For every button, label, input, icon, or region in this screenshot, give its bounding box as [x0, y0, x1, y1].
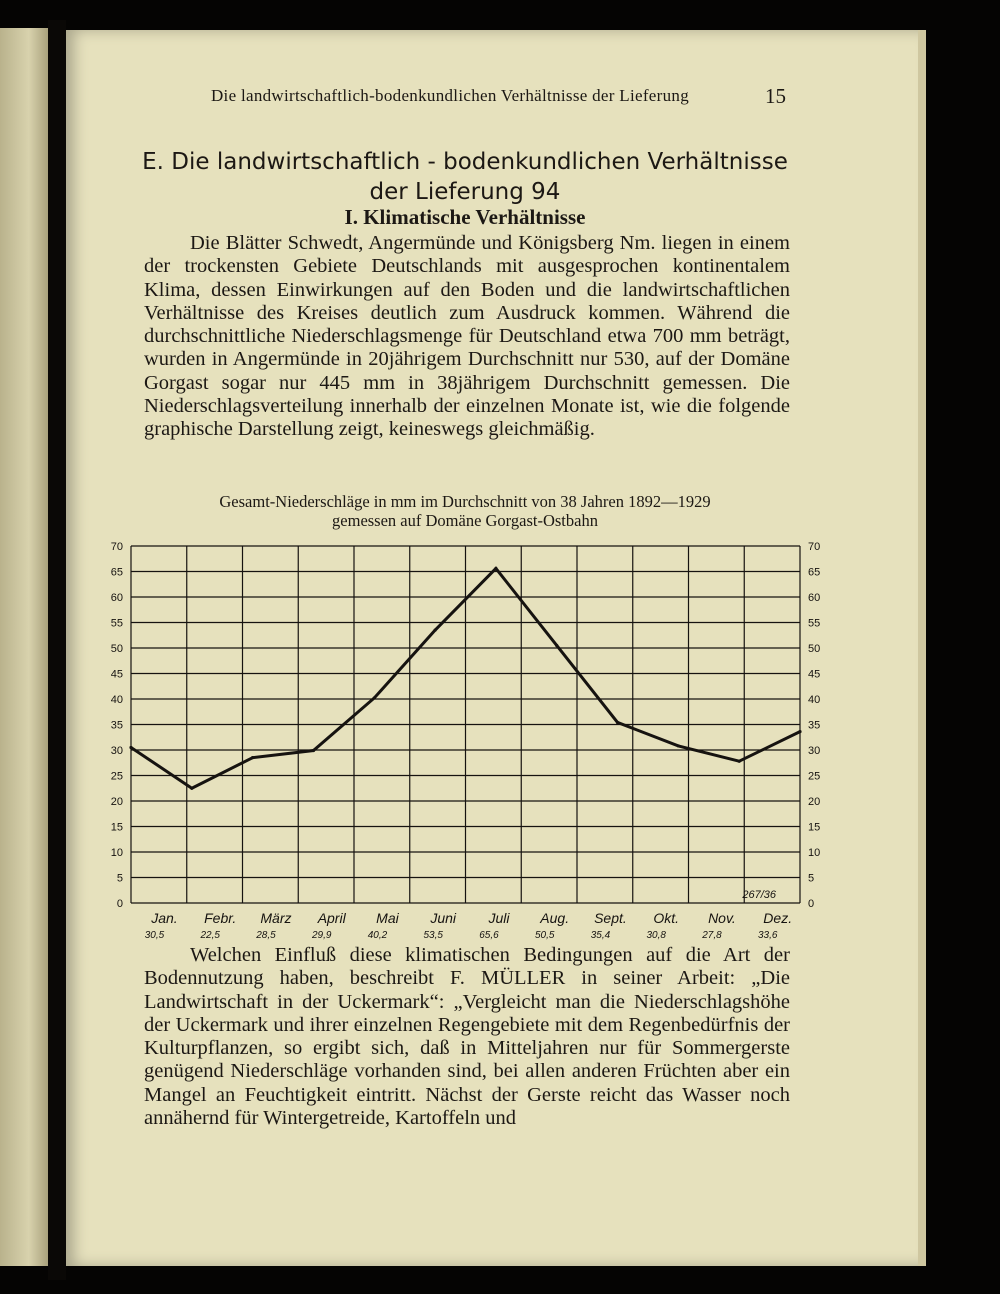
y-tick-label-left: 40 — [110, 694, 123, 706]
y-tick-label-right: 45 — [808, 668, 821, 681]
x-tick-label: Mai — [376, 910, 399, 926]
x-tick-label: Okt. — [653, 910, 680, 926]
y-tick-label-right: 40 — [808, 694, 821, 706]
page-edge — [918, 30, 926, 1266]
subsection-heading: I. Klimatische Verhältnisse — [344, 205, 586, 229]
y-tick-label-right: 0 — [808, 898, 815, 910]
x-tick-label: Sept. — [594, 910, 627, 926]
data-point — [555, 644, 558, 647]
y-tick-label-right: 50 — [808, 643, 821, 655]
data-value-label: 65,6 — [479, 930, 499, 940]
y-tick-label-left: 5 — [116, 872, 123, 885]
data-value-label: 27,8 — [702, 930, 722, 940]
precipitation-chart — [100, 535, 840, 940]
section-heading-line1: E. Die landwirtschaftlich - bodenkundlichen Verhältnisse — [142, 149, 788, 175]
section-heading-line2: der Lieferung 94 — [369, 179, 561, 205]
data-value-label: 30,5 — [144, 930, 165, 940]
data-value-label: 53,5 — [423, 930, 443, 940]
page-number: 15 — [765, 84, 786, 108]
y-tick-label-left: 50 — [110, 643, 123, 655]
y-tick-label-right: 55 — [808, 617, 821, 630]
left-page-edge — [0, 28, 48, 1266]
x-tick-label: Dez. — [763, 910, 793, 926]
y-tick-label-right: 70 — [808, 541, 821, 553]
data-value-label: 50,5 — [534, 930, 555, 940]
y-tick-label-right: 10 — [808, 847, 821, 859]
x-tick-label: Aug. — [540, 910, 570, 926]
x-tick-label: April — [317, 910, 346, 926]
y-tick-label-right: 5 — [808, 872, 815, 885]
y-tick-label-right: 20 — [808, 796, 821, 808]
y-tick-label-left: 35 — [110, 719, 123, 732]
data-point — [312, 749, 315, 752]
y-tick-label-right: 65 — [808, 566, 821, 579]
x-tick-label: Juni — [430, 910, 457, 926]
y-tick-label-left: 30 — [110, 745, 123, 757]
x-tick-label: Febr. — [204, 910, 237, 926]
data-point — [373, 696, 376, 699]
y-tick-label-right: 35 — [808, 719, 821, 732]
running-head: Die landwirtschaftlich-bodenkundlichen Verhältnisse der Lieferung — [210, 86, 690, 105]
y-tick-label-right: 15 — [808, 821, 821, 834]
data-point — [798, 730, 801, 733]
y-tick-label-left: 0 — [116, 898, 123, 910]
y-tick-label-left: 60 — [110, 592, 123, 604]
paragraph-climate: Die Blätter Schwedt, Angermünde und Königsberg Nm. liegen in einem der trockensten Gebiete Deutschlands mit ausgesprochen kontinentalem Klima, dessen Einwirkungen auf den Boden und die landwirtschaftlichen Verhältnisse des Kreises deutlich zum Ausdruck kommen. Während die durchschnittliche Niederschlagsmenge für Deutschland etwa 700 mm beträgt, wurden in Angermünde in 20jährigem Durchschnitt nur 530, auf der Domäne Gorgast sogar nur 445 mm in 38jährigem Durchschnitt gemessen. Die Niederschlagsverteilung innerhalb der einzelnen Monate ist, wie die folgende graphische Darstellung zeigt, keineswegs gleichmäßig. — [144, 232, 790, 441]
data-point — [129, 746, 132, 749]
data-point — [494, 567, 497, 570]
data-point — [677, 744, 680, 747]
x-tick-label: Juli — [488, 910, 510, 926]
x-tick-label: März — [260, 910, 292, 926]
y-tick-label-right: 60 — [808, 592, 821, 604]
data-value-label: 40,2 — [367, 930, 388, 940]
y-tick-label-left: 70 — [110, 541, 123, 553]
x-tick-label: Jan. — [151, 910, 178, 926]
data-value-label: 30,8 — [646, 930, 666, 940]
y-tick-label-left: 55 — [110, 617, 123, 630]
data-point — [738, 760, 741, 763]
data-point — [251, 756, 254, 759]
y-tick-label-right: 30 — [808, 745, 821, 757]
y-tick-label-left: 20 — [110, 796, 123, 808]
chart-annotation: 267/36 — [742, 889, 776, 901]
data-point — [190, 787, 193, 790]
y-tick-label-left: 15 — [110, 821, 123, 834]
data-value-label: 28,5 — [256, 930, 276, 940]
y-tick-label-left: 25 — [110, 770, 123, 783]
x-tick-label: Nov. — [708, 910, 736, 926]
book-gutter — [48, 20, 66, 1280]
y-tick-label-left: 10 — [110, 847, 123, 859]
data-value-label: 35,4 — [590, 930, 611, 940]
chart-caption-line1: Gesamt-Niederschläge in mm im Durchschnitt von 38 Jahren 1892—1929 — [219, 492, 711, 511]
data-point — [433, 629, 436, 632]
data-value-label: 22,5 — [200, 930, 220, 940]
data-point — [616, 721, 619, 724]
chart-caption-line2: gemessen auf Domäne Gorgast-Ostbahn — [332, 511, 598, 530]
paragraph-land-use: Welchen Einfluß diese klimatischen Bedingungen auf die Art der Bodennutzung haben, beschreibt F. MÜLLER in seiner Arbeit: „Die Landwirtschaft in der Uckermark“: „Vergleicht man die Niederschlagshöhe der Uckermark und ihrer einzelnen Regengebiete mit dem Regenbedürfnis der Kulturpflanzen, so ergibt sich, daß in Mitteljahren nur für Sommergerste genügend Niederschläge vorhanden sind, bei allen anderen Früchten aber ein Mangel an Feuchtigkeit eintritt. Nächst der Gerste reicht das Wasser noch annähernd für Wintergetreide, Kartoffeln und — [144, 944, 790, 1130]
data-value-label: 33,6 — [757, 930, 778, 940]
y-tick-label-right: 25 — [808, 770, 821, 783]
y-tick-label-left: 65 — [110, 566, 123, 579]
data-value-label: 29,9 — [311, 930, 332, 940]
y-tick-label-left: 45 — [110, 668, 123, 681]
